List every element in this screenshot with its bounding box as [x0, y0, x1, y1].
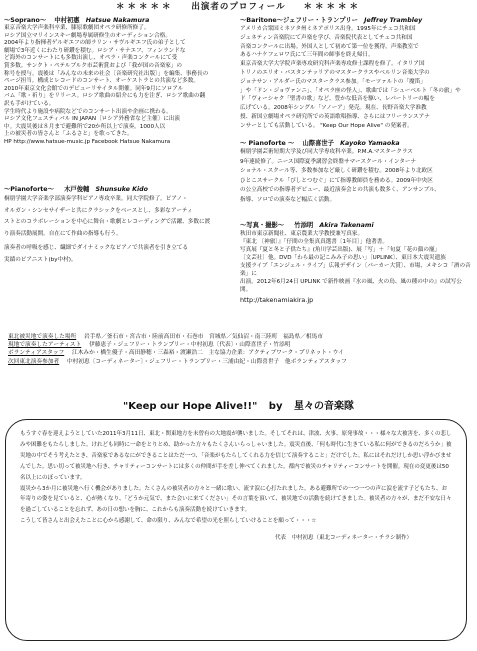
- summary-label: 現地で演奏したアーティスト: [8, 342, 82, 349]
- profile-text: [240, 148, 473, 206]
- website-link[interactable]: http://takenamiakira.jp: [240, 296, 314, 304]
- profile-text: [240, 230, 473, 304]
- profile-line: 支援ライブ「エンジェル・ライブ」広報デザイン〔パーカー大賞〕、市場、メキシコ「酒の音楽」に: [240, 263, 471, 277]
- profile-line: ロシア文化フェスティバル IN JAPAN〔ロシア外務省など主催〕に出演: [4, 116, 180, 123]
- profile-line: ページ担当。構成とレコードのコンサート、オーケストラとの共演など多数。: [4, 78, 199, 85]
- motto-by: by: [268, 401, 283, 412]
- section-header: [0, 1, 477, 13]
- profile-text: [4, 25, 230, 147]
- profile-name-ja: 竹添明: [294, 222, 314, 229]
- summary-text: 江木みか・橋生優子・高田静穂・三森裕・渡瀬浩二 主な協力企業：アクティブワーク・プリネット・ウイ: [72, 350, 344, 357]
- profile-line: 中。大震災後は８月まで避難所で20か所以上で演奏。1000人以: [4, 123, 166, 130]
- message-box: [5, 419, 467, 641]
- profile-title: [240, 17, 473, 25]
- profile-title: [240, 222, 473, 230]
- summary-label: ボランティアスタッフ: [8, 350, 65, 357]
- profile-line: 上の被災者の皆さんと「ふるさと」を歌ってきた。: [4, 131, 133, 138]
- profile-line: 2004年より指揮者ゲルギエフの師ラリン・サヴルギエフ氏の弟子として: [4, 40, 186, 47]
- profile-line: り演奏活動展開。自在にて作曲の指導も行う。: [4, 230, 122, 237]
- stars-left: ＊＊＊＊＊: [115, 2, 174, 12]
- profile-line: 東京音楽大学大学院声楽専攻研究科声楽専攻修士課程を修了。イタリア国: [240, 61, 425, 68]
- profile-name-en: Shunsuke Kido: [95, 186, 148, 193]
- profile-line: 劇場で3年近くにわたり研鑽を積む。ロシア・サナエフ、フィンランドな: [4, 47, 186, 54]
- profile-name-en: Jeffrey Trambley: [364, 17, 423, 24]
- profile-line: 実績のピアニスト(by中村)。: [4, 256, 77, 263]
- profile-name-en: Akira Takenami: [319, 222, 374, 229]
- profile-line: 音楽コンクールに出場。外国人として初めて第一位を獲得。声楽教室で: [240, 43, 419, 50]
- homepage-link[interactable]: HP http://www.hatsue-music.jp Facebook Hatsue Nakamura: [4, 138, 171, 145]
- profile-part: ～Soprano～: [4, 17, 47, 24]
- profile-line: 東京音楽大学声楽科卒業、膝原歌劇団オペラ研修所修了。: [4, 25, 150, 31]
- profile-line: オルガン・シンセサイザーと共にクラシックをベースとし、多彩なアーティ: [4, 207, 193, 214]
- profile-line: 広げている。2008年シングル「ソノーア」発売。現在、長野音楽大学准教: [240, 105, 427, 112]
- profile-pianist-yamaoka: [240, 140, 473, 206]
- profile-line: 演奏者の呼吸を感じ、繊細でダイナミックなピアノで共演者を引き立てる: [4, 245, 189, 252]
- summary-label: 次回東北演奏参加者: [8, 358, 60, 365]
- profile-line: ロシア国立マリインスキー劇場専属研修生のオーディション合格。: [4, 32, 171, 39]
- message-signature: 代表 中村初恵（東北コーディネーター・チラシ制作）: [274, 535, 412, 542]
- profile-part: ～Pianoforte～: [4, 186, 54, 193]
- profile-line: トリノのエリオ・バスタンテッリアのマスタークラスやベルリン音楽大学の: [240, 69, 430, 76]
- summary-row: [8, 341, 474, 349]
- profile-soprano: [4, 17, 230, 147]
- profile-name-en: Kayoko Yamaoka: [340, 140, 400, 147]
- summary-row: [8, 358, 474, 366]
- motto-phrase: "Keep our Hope Alive!!": [123, 401, 258, 412]
- summary-text: 伊藤恵子・ジェフリー・トランプリー・中村初恵〔代表〕・山際喜世子・竹添明: [89, 342, 291, 349]
- profile-line: 称号を授与。震後は「みんなの未来の社会〔音楽研究社出版〕」を編集、事務長の: [4, 70, 209, 77]
- profile-title: [4, 17, 230, 25]
- profile-line: 授、新国立劇場オペラ研究所での英語歌唱指導、さらにはフリーランスアナ: [240, 113, 430, 120]
- profile-photographer: [240, 222, 473, 304]
- profile-line: 〔文芸社〕他。DVD「わら最の記こみみ子の思い」〔UPLINK〕、東日本大震災遺族: [240, 255, 446, 261]
- profile-name-en: Hatsue Nakamura: [85, 17, 150, 24]
- profile-line: 桐朋学園芸術短期大学及び同大学専攻科卒業。P.M.A.マスタークラス: [240, 149, 413, 155]
- group-name: 星々の音楽隊: [293, 401, 354, 412]
- activity-summary: [8, 333, 474, 366]
- profile-line: 学生時代より施設や病院などでのコンサート出演や企画に携わる。: [4, 108, 172, 115]
- profile-line: あるハナケフェロワ氏にて三年間の師事を終え帰日。: [240, 52, 374, 59]
- profile-part: ～Baritone～ジェフリー・トランプリー: [240, 17, 358, 24]
- summary-label: 東北被災地で演奏した場所: [8, 334, 77, 340]
- summary-text: 中村初恵〔コーディネーター〕・ジェフリー・トランプリー・三浦由紀・山際喜世子 他ボランティアスタッフ: [67, 358, 347, 365]
- message-paragraph: もうすぐ春を迎えようとしていた2011年3月11日、東北・関東地方を未曾有の大地震が襲いました。そしてそれは、津波、火事、原発事故・・・様々な大被害を、多くの悲しみや困難をもたらしました。けれども同時に一命をとりとめ、助かった方々もたくさんいらっしゃいました。震災直後、「何も時代に生きている私に何ができるのだろうか」被災地の中でそう考えたとき、音楽家であるなにができることはただ一つ、「音楽がもたらしてくれる力を信じて演奏すること」だけでした。私にはそれだけしか思い浮かびませんでした。思い切って被災地へ行き、チャリティーコンサートには多くの仲間が手を差し伸べてくれました。都内で被災のチャリティーコンサートを開催。現在の変更後は50名以上にのぼっています。: [20, 431, 452, 481]
- profile-line: 訳も手がけている。: [4, 100, 55, 107]
- profile-part: ～写真・撮影～: [240, 222, 285, 229]
- profile-line: 秋田市東京新聞社、東京農業大学教授兼写真家。: [240, 231, 364, 237]
- profile-line: ンサーとしても活動している。 "Keep Our Hope Alive" の発案者。: [240, 122, 413, 129]
- profile-name-ja: 山際喜世子: [302, 140, 334, 147]
- profile-line: 賞多数。サンクト・ペテルブルク市芸術賞および「我が国の音楽家」の: [4, 62, 182, 69]
- profile-line: ど海外のコンサートにも多数出演し、オペラ・声楽コンクールにて受: [4, 55, 178, 62]
- profile-line: ド「ヴォーシャク「聖書の歌」など、豊かな低音を駆い、レパートリーの幅を: [240, 96, 435, 103]
- profile-part: ～ Pianoforte ～: [240, 140, 295, 147]
- profile-line: 9年連続修了。ニース国際夏季講習会終盤サマースクール・インターナ: [240, 158, 417, 165]
- profile-line: バム「歌・祈り」をリリース。ロシア歌曲の紹介にも力を注ぎ、ロシア歌曲の翻: [4, 93, 206, 100]
- profile-line: 2010年東京文化会館でのデビューリサイタル開催。同年9月にソロアル: [4, 85, 184, 92]
- profile-line: 桐朋学園大学音楽学部演奏学科ピアノ専攻卒業。同大学院修了。ピアノ・: [4, 196, 188, 202]
- summary-row: [8, 333, 474, 341]
- message-paragraph: 震災から3か月に被災地へ行く機会がありました。たくさんの被災者の方々と一緒に歌い、流す涙に心打たれました。ある避難所での一つ一つの声に涙を流す子どもたち、お年寄りの姿を見ていると、心が熱くなり、「どうか元気で、また会いに来てください」その言葉を頂いて、被災地での活動を続けてきました。被災者の方々が、まだ不安な日々を過ごしていることを忘れず、あの日の想いを胸に、これからも演奏活動を続けていきます。: [20, 485, 452, 514]
- profile-title: [4, 186, 230, 194]
- profile-line: 写真展『夏と冬と子供たち』(角川学芸出版)、展「写」＋「旬夏「花の顔の寵」: [240, 247, 441, 253]
- profile-text: [4, 194, 230, 267]
- profile-line: ショナル・スクール等、多数参加など厳しく研鑽を積む。2008年より北欧区: [240, 168, 433, 175]
- profile-line: 指導、ソロでの演奏など幅広く活動。: [240, 196, 336, 203]
- profile-name-ja: 中村初惠: [54, 17, 80, 24]
- profile-line: の公立高校での指導者デビュー、最近演奏会との共演も数多く、アンサンブル、: [240, 187, 440, 194]
- summary-row: [8, 349, 474, 357]
- stars-right: ＊＊＊＊＊: [303, 2, 362, 12]
- profile-baritone: [240, 17, 473, 131]
- summary-text: 岩手県／釜石市・宮古市・陸前高田市・石巻市 宮城県／気仙沼・南三陸町 福島県／相馬市: [84, 334, 323, 340]
- profile-line: 『東北 〔神旅〕』「仔間の全集真真選書〔1年目〕」他著書。: [240, 239, 388, 245]
- profile-name-ja: 木戸俊輔: [64, 186, 90, 193]
- profile-line: ストとのコラボレーションを中心に舞台・歌劇とレコーディングで活躍、多数に渡: [4, 219, 211, 226]
- message-paragraph: こうして皆さんと出会えたことに心から感謝して、命の限り、みんなで希望の光を照らしていけることを願って・・・☆: [20, 518, 317, 525]
- profile-pianist-kido: [4, 186, 230, 267]
- profile-title: [240, 140, 473, 148]
- profile-line: 出演。2012年6月24日 UPLINK で新作映画『水の風、火の鳥、風の種の中の』の試写公開。: [240, 279, 462, 293]
- profile-line: ジェネティン音楽院にて声楽を学び、音楽院代表としてチェコ共和国: [240, 34, 413, 41]
- profile-line: ひとこスサークル「ぴしとつむぐ」にて指導教師員を務める。2009年中央区: [240, 177, 433, 184]
- profile-text: [240, 25, 473, 131]
- profile-line: 」や「ドン・ジョヴァンニ」、「オペラ座の怪人」、歌曲では「シューベルト「冬の旅」や: [240, 87, 461, 94]
- profile-line: アメリカ合衆国ミネソタ州ミネアポリス出身。1995年にチェコ共和国: [240, 26, 416, 32]
- page-title: 出演者のプロフィール: [191, 2, 286, 12]
- profile-line: ジョナサン・アルダー氏のマスタークラス参加。「モーツァルトの「魔笛」: [240, 78, 426, 85]
- motto-heading: [0, 400, 477, 413]
